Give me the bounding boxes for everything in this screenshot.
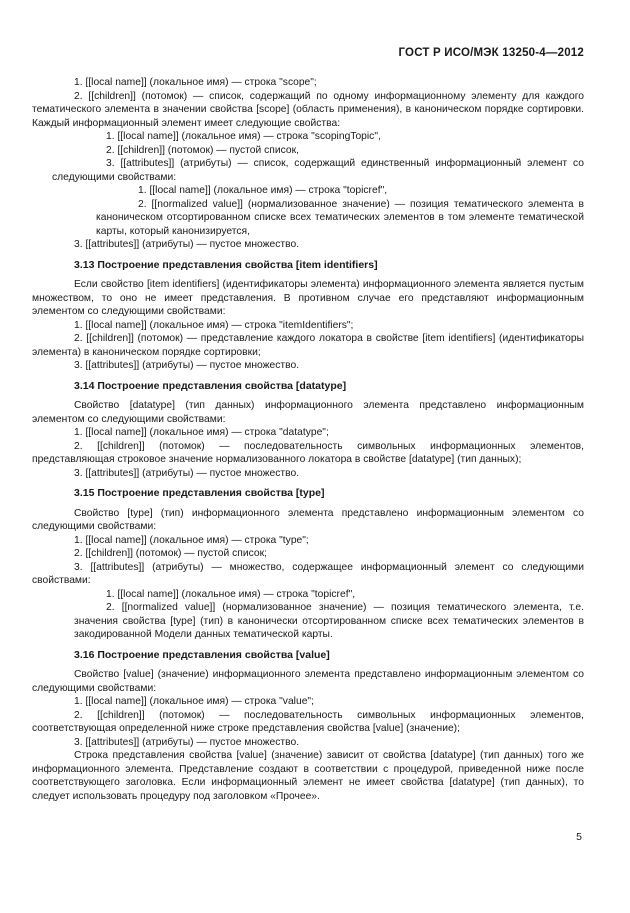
- list-item: 3. [[attributes]] (атрибуты) — пустое множество.: [74, 467, 300, 479]
- section-heading-3-16: 3.16 Построение представления свойства [value]: [74, 648, 330, 661]
- section-heading-3-15: 3.15 Построение представления свойства [type]: [74, 487, 325, 499]
- list-item: 3. [[attributes]] (атрибуты) — список, содержащий единственный информационный элемент со следующими свойствами:: [52, 158, 584, 183]
- list-item: 2. [[children]] (потомок) — последовательность символьных информационных элементов, представляющая строковое значение нормализованного локатора в свойстве [datatype] (тип данных);: [32, 440, 584, 465]
- list-item: 2. [[children]] (потомок) — пустой список;: [74, 548, 267, 559]
- list-item: 1. [[local name]] (локальное имя) — строка "datatype";: [74, 427, 329, 438]
- list-item: 1. [[local name]] (локальное имя) — строка "itemIdentifiers";: [74, 319, 354, 331]
- list-item: 2. [[normalized value]] (нормализованное значение) — позиция тематического элемента, т.е. значения свойства [type] (тип) в канонически отсортированном списке всех тематических элементов в закодированной Модели данных тематической карты.: [74, 602, 584, 640]
- list-item: 2. [[children]] (потомок) — представление каждого локатора в свойстве [item identifiers] (идентификаторы элемента) в каноническом порядке сортировки;: [32, 333, 584, 358]
- list-item: 2. [[children]] (потомок) — последовательность символьных информационных элементов, соответствующая определенной ниже строке представления свойства [value] (значение);: [32, 709, 584, 734]
- paragraph: Свойство [datatype] (тип данных) информационного элемента представлено информационным элементом со следующими свойствами:: [32, 400, 584, 425]
- list-item: 3. [[attributes]] (атрибуты) — пустое множество.: [74, 239, 300, 250]
- section-heading-3-14: 3.14 Построение представления свойства [datatype]: [74, 379, 347, 392]
- paragraph: Если свойство [item identifiers] (идентификаторы элемента) информационного элемента является пустым множеством, то оно не имеет представления. В противном случае его представляют информационным элементом со следующими свойствами:: [32, 279, 584, 317]
- list-item: 1. [[local name]] (локальное имя) — строка "topicref",: [106, 588, 356, 600]
- document-body: [32, 76, 584, 803]
- section-heading-3-13: 3.13 Построение представления свойства [item identifiers]: [74, 258, 378, 271]
- list-item: 2. [[children]] (потомок) — пустой список,: [106, 144, 299, 156]
- list-item: 1. [[local name]] (локальное имя) — строка "type";: [74, 534, 309, 546]
- list-item: 1. [[local name]] (локальное имя) — строка "scopingTopic",: [106, 131, 381, 142]
- paragraph: Свойство [value] (значение) информационного элемента представлено информационным элементом со следующими свойствами:: [32, 669, 584, 694]
- paragraph: Свойство [type] (тип) информационного элемента представлено информационным элементом со следующими свойствами:: [32, 507, 584, 532]
- list-item: 1. [[local name]] (локальное имя) — строка "topicref",: [138, 185, 388, 196]
- page-number: 5: [576, 831, 582, 843]
- list-item: 2. [[normalized value]] (нормализованное значение) — позиция тематического элемента в каноническом отсортированном списке всех тематических элементов в том элементе тематической карты, который канонизируется,: [96, 198, 584, 237]
- list-item: 3. [[attributes]] (атрибуты) — пустое множество.: [74, 736, 300, 748]
- paragraph: Строка представления свойства [value] (значение) зависит от свойства [datatype] (тип данных) того же информационного элемента. Представление создают в соответствии с процедурой, приведенной ниже после соответствующего заголовка. Если информационный элемент не имеет свойства [datatype] (тип данных), то следует использовать процедуру под заголовком «Прочее».: [32, 750, 584, 802]
- list-item: 2. [[children]] (потомок) — список, содержащий по одному информационному элементу для каждого тематического элемента в значении свойства [scope] (область применения), в каноническом порядке сортировки. Каждый информационный элемент имеет следующие свойства:: [32, 90, 584, 129]
- list-item: 1. [[local name]] (локальное имя) — строка "scope";: [74, 77, 317, 88]
- document-header: ГОСТ Р ИСО/МЭК 13250-4—2012: [398, 47, 584, 59]
- list-item: 3. [[attributes]] (атрибуты) — множество, содержащее информационный элемент со следующими свойствами:: [32, 561, 584, 586]
- list-item: 1. [[local name]] (локальное имя) — строка "value";: [74, 696, 314, 707]
- list-item: 3. [[attributes]] (атрибуты) — пустое множество.: [74, 360, 300, 371]
